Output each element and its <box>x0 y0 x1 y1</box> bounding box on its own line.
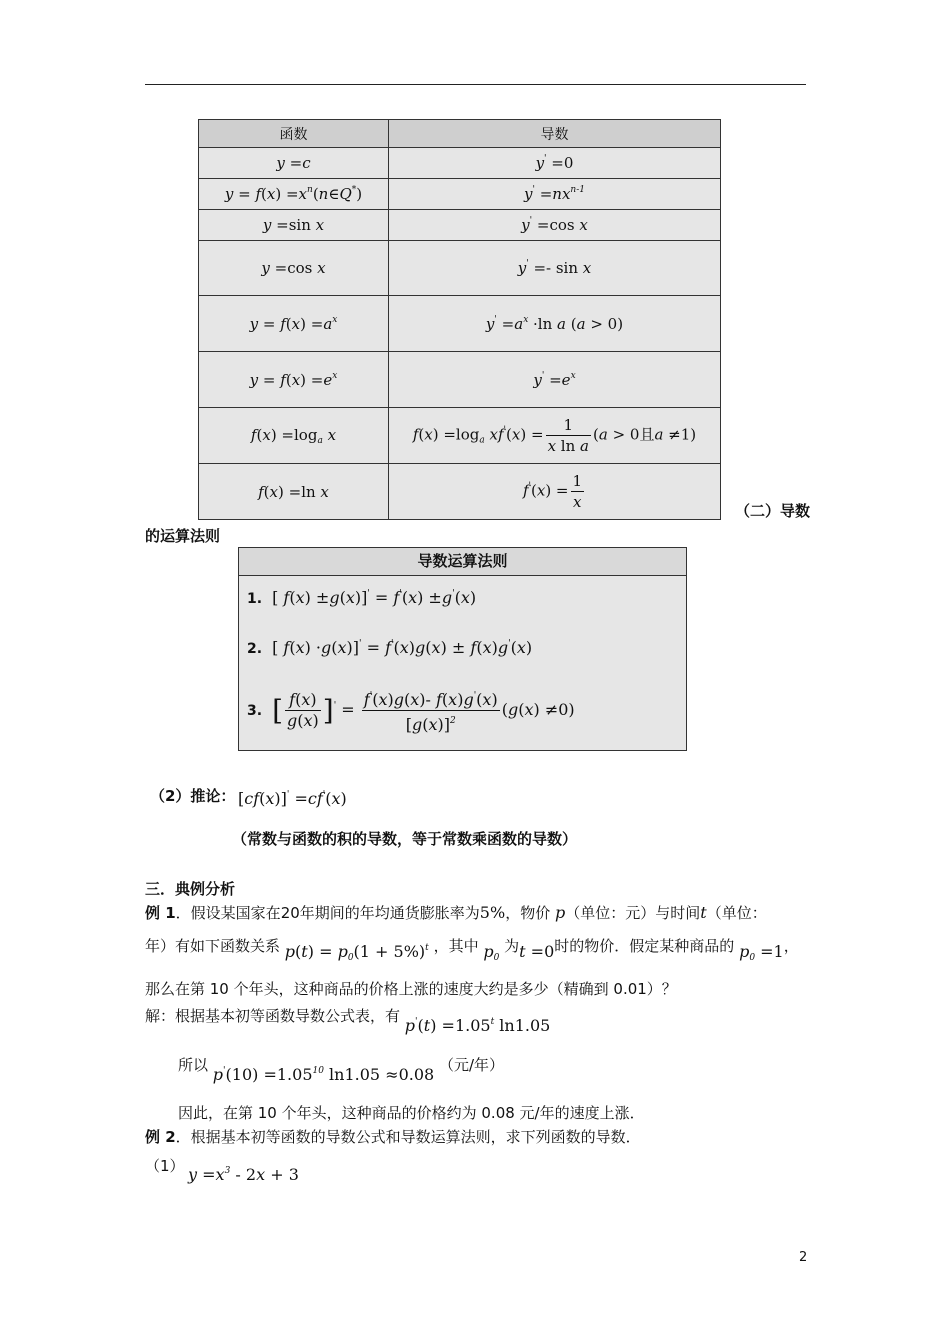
table-header-function: 函数 <box>199 120 389 148</box>
table-row <box>199 464 721 520</box>
table-row <box>199 210 721 241</box>
section-title: 三．典例分析 <box>145 880 236 898</box>
derivative-cell: $y' =e^x$ <box>389 352 721 408</box>
rules-table-header: 导数运算法则 <box>239 548 686 576</box>
derivative-cell: y' =cos x <box>389 210 721 241</box>
example2-line: 例 2．根据基本初等函数的导数公式和导数运算法则，求下列函数的导数． <box>145 1128 641 1146</box>
section-heading-continued: 的运算法则 <box>145 527 221 545</box>
function-cell: y =c <box>199 148 389 179</box>
function-cell: $f(x) =\log_a$ x <box>199 408 389 464</box>
rule-quotient: 3. [ $\frac{f(x)}{g(x)}$ ]' = $\frac{f'(x)g(x)- f(x)g'(x)}{[g(x)]^2}$ (g(x) ≠0) <box>247 686 575 735</box>
derivative-cell: f'(x) = $\frac{1}{x}$ <box>389 464 721 520</box>
table-row <box>199 179 721 210</box>
derivative-rules-table <box>238 547 687 751</box>
function-cell: y =cos x <box>199 241 389 296</box>
rule-product: 2. [ f(x) ·g(x)]' = f'(x)g(x) ± f(x)g'(x) <box>247 638 533 657</box>
corollary-formula: [cf(x)]' =cf'(x) <box>238 789 347 808</box>
function-cell: f(x) =ln x <box>199 464 389 520</box>
example1-line1: 例 1．假设某国家在20年期间的年均通货膨胀率为5%，物价 p（单位：元）与时间t（单位： <box>145 903 767 922</box>
rule-sum: 1. [ f(x) ±g(x)]' = f'(x) ±g'(x) <box>247 588 477 607</box>
table-header-derivative: 导数 <box>389 120 721 148</box>
derivative-cell: y' =0 <box>389 148 721 179</box>
example1-question: 那么在第 10 个年头，这种商品的价格上涨的速度大约是多少（精确到 0.01）？ <box>145 980 677 998</box>
example1-solution: 解：根据基本初等函数导数公式表，有 $p'(t) =1.05^t$ ln1.05 <box>145 1007 551 1035</box>
derivative-cell: $f(x) =\log_a$ xf'(x) = $\frac{1}{\text{x ln a}}$ (a > 0且a ≠1) <box>389 408 721 464</box>
table-row <box>199 148 721 179</box>
example1-conclusion: 因此，在第 10 个年头，这种商品的价格约为 0.08 元/年的速度上涨． <box>178 1104 645 1122</box>
function-cell: y =sin x <box>199 210 389 241</box>
function-cell: $y = f(x) =x^n(n\in Q^*)$ <box>199 179 389 210</box>
table-row <box>199 296 721 352</box>
function-cell: $y = f(x) =a^x$ <box>199 296 389 352</box>
table-row <box>199 408 721 464</box>
page-number: 2 <box>799 1250 808 1265</box>
header-rule <box>145 84 806 85</box>
example2-item1-label: （1） <box>145 1157 185 1175</box>
table-row <box>199 241 721 296</box>
derivative-cell: $y' =a^x \cdot\ln$ a (a > 0) <box>389 296 721 352</box>
table-row <box>199 352 721 408</box>
corollary-label: （2）推论： <box>150 787 236 805</box>
derivative-cell: y' =- sin x <box>389 241 721 296</box>
function-cell: $y = f(x) =e^x$ <box>199 352 389 408</box>
derivative-cell: $y' =nx^{n-1}$ <box>389 179 721 210</box>
corollary-note: （常数与函数的积的导数，等于常数乘函数的导数） <box>232 830 578 848</box>
example1-line2: 年）有如下函数关系 $p(t) = p0(1 + 5\%)^t$ ，其中 p0 为t =0时的物价．假定某种商品的 p0 =1， <box>145 937 799 963</box>
derivative-formula-table <box>198 119 721 520</box>
section-heading: （二）导数 <box>735 502 811 520</box>
example2-item1-expr: $y =x^3 - 2x + 3$ <box>188 1165 299 1184</box>
example1-solution-line2: 所以 $p'(10) =1.05^{10}$ ln1.05 ≈0.08 （元/年） <box>178 1056 505 1084</box>
